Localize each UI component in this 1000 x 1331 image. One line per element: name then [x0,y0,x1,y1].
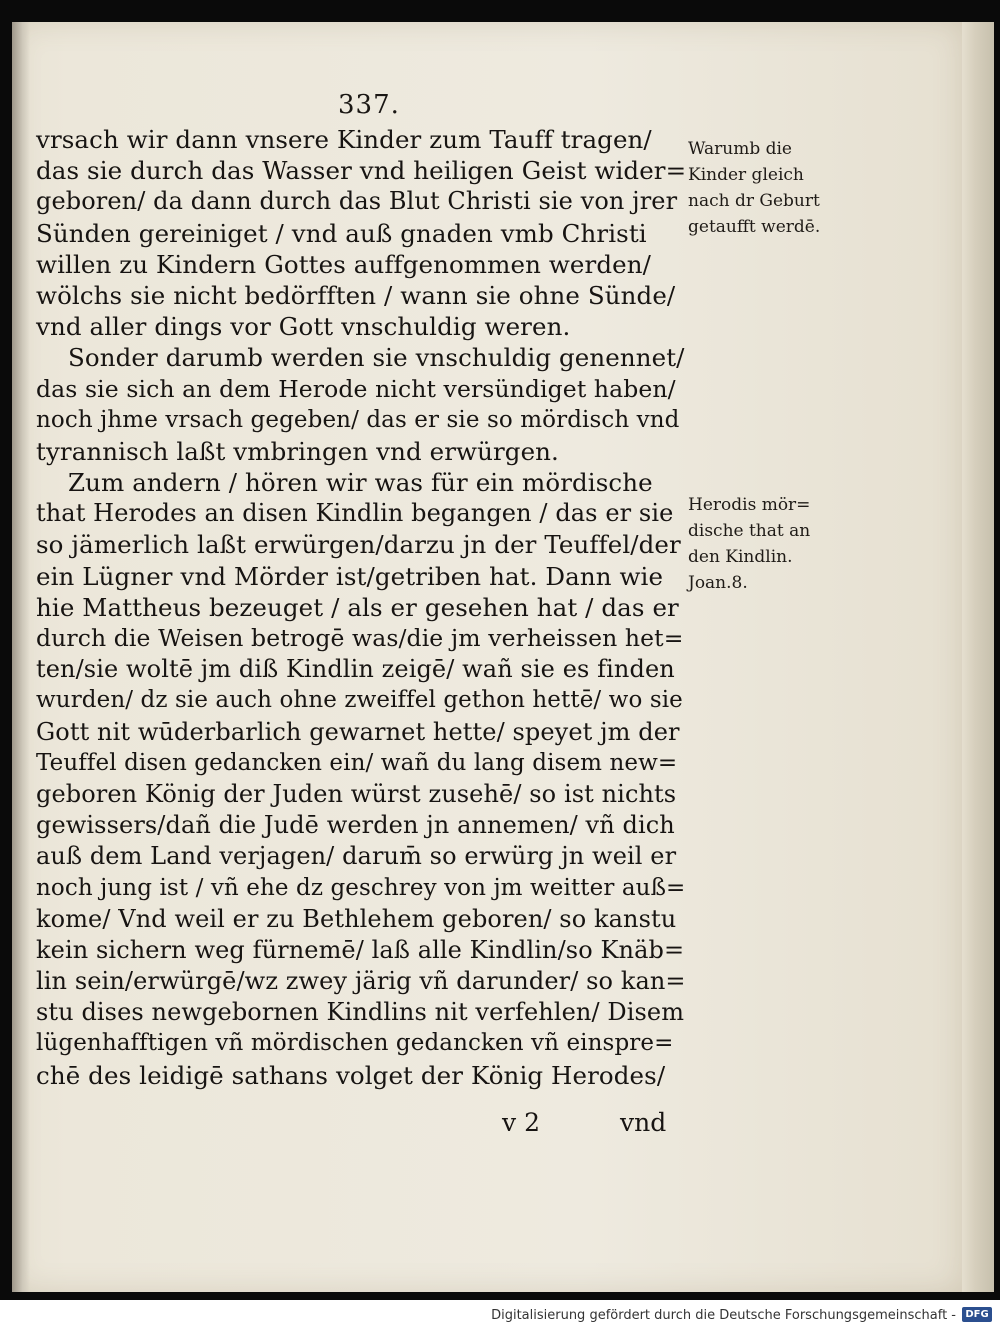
text-line: ten/sie woltē jm diß Kindlin zeigē/ wañ sie es finden [36,655,675,684]
adjacent-page-edge [962,22,994,1292]
text-line: stu dises newgebornen Kindlins nit verfehlen/ Disem [36,998,685,1027]
margin-note-herod-line: Joan.8. [688,573,748,593]
funding-credit: Digitalisierung gefördert durch die Deutsche Forschungsgemeinschaft - [491,1308,956,1323]
page-gutter-shadow [12,22,30,1292]
text-line: gewissers/dañ die Judē werden jn annemen/ vñ dich [36,811,675,840]
text-line: tyrannisch laßt vmbringen vnd erwürgen. [36,436,559,466]
margin-note-herod [688,492,810,596]
catchword: vnd [620,1108,667,1137]
text-line: noch jhme vrsach gegeben/ das er sie so mördisch vnd [36,406,680,433]
text-line: vrsach wir dann vnsere Kinder zum Tauff tragen/ [36,125,652,154]
text-line: kome/ Vnd weil er zu Bethlehem geboren/ so kanstu [36,904,677,933]
text-line: kein sichern weg fürnemē/ laß alle Kindlin/so Knäb= [36,935,685,964]
margin-note-herod-line: den Kindlin. [688,547,793,567]
text-line: so jämerlich laßt erwürgen/darzu jn der Teuffel/der [36,530,681,560]
margin-note-baptism-line: nach dr Geburt [688,191,820,211]
text-line: that Herodes an disen Kindlin begangen / das er sie [36,499,674,528]
text-line: noch jung ist / vñ ehe dz geschrey von jm weitter auß= [36,874,686,901]
text-line: Zum andern / hören wir was für ein mördische [68,468,653,498]
text-line: wurden/ dz sie auch ohne zweiffel gethon hettē/ wo sie [36,687,683,714]
text-line: wölchs sie nicht bedörfften / wann sie ohne Sünde/ [36,280,676,310]
margin-note-baptism-line: Kinder gleich [688,165,804,185]
margin-note-herod-line: Herodis mör= [688,495,811,515]
text-line: geboren/ da dann durch das Blut Christi sie von jrer [36,187,678,216]
text-line: Teuffel disen gedancken ein/ wañ du lang disem new= [36,749,678,776]
margin-note-baptism [688,136,820,240]
text-line: vnd aller dings vor Gott vnschuldig weren. [36,312,571,342]
digitization-footer [0,1300,1000,1331]
page-number: 337. [338,90,400,120]
main-text-block [36,124,686,1091]
text-line: das sie durch das Wasser vnd heiligen Geist wider= [36,156,687,186]
text-line: chē des leidigē sathans volget der König Herodes/ [36,1060,666,1090]
margin-note-herod-line: dische that an [688,521,811,541]
text-line: das sie sich an dem Herode nicht versündiget haben/ [36,374,676,403]
text-line: willen zu Kindern Gottes auffgenommen werden/ [36,249,651,279]
text-line: Sonder darumb werden sie vnschuldig genennet/ [68,343,685,373]
text-line: lin sein/erwürgē/wz zwey järig vñ darunder/ so kan= [36,967,686,996]
margin-note-baptism-line: getaufft werdē. [688,217,821,237]
text-line: auß dem Land verjagen/ darum̄ so erwürg jn weil er [36,842,677,871]
page-footer-line [0,1108,680,1142]
text-line: Gott nit wūderbarlich gewarnet hette/ speyet jm der [36,717,680,746]
text-line: durch die Weisen betrogē was/die jm verheissen het= [36,624,684,652]
margin-note-baptism-line: Warumb die [688,139,792,159]
text-line: Sünden gereiniget / vnd auß gnaden vmb Christi [36,218,647,248]
dfg-logo: DFG [962,1307,992,1322]
text-line: lügenhafftigen vñ mördischen gedancken vñ einspre= [36,1030,674,1057]
text-line: hie Mattheus bezeuget / als er gesehen hat / das er [36,592,679,622]
text-line: geboren König der Juden würst zusehē/ so ist nichts [36,779,677,808]
signature-mark: v 2 [502,1108,540,1137]
text-line: ein Lügner vnd Mörder ist/getriben hat. Dann wie [36,561,664,591]
